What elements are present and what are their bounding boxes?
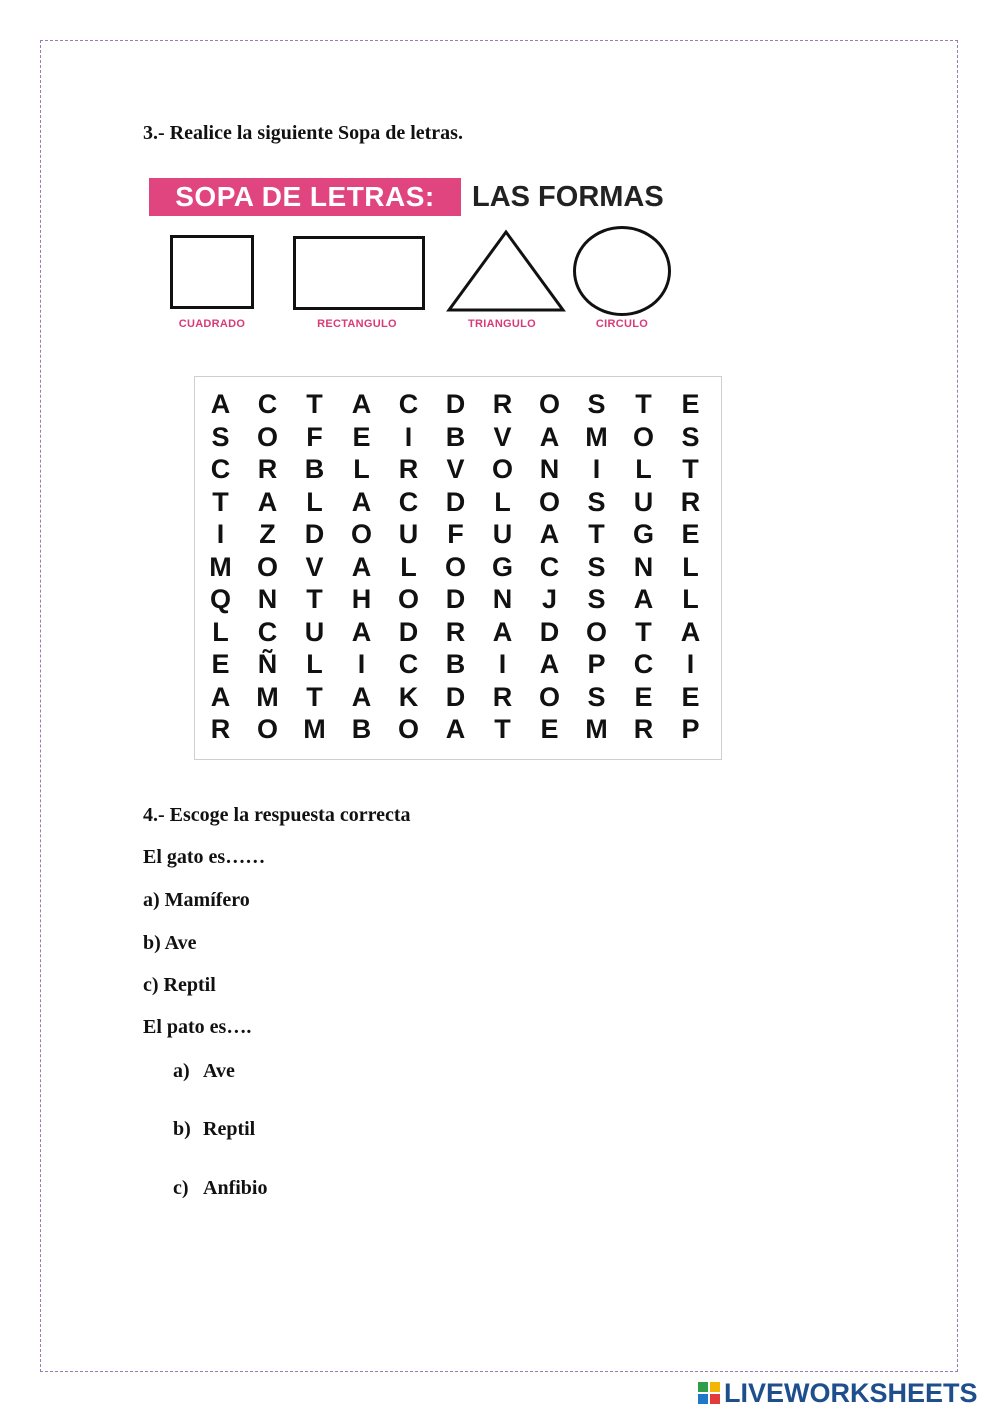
grid-letter[interactable]: N bbox=[539, 454, 560, 484]
grid-letter[interactable]: S bbox=[211, 421, 230, 452]
grid-letter[interactable]: E bbox=[681, 389, 700, 419]
grid-letter[interactable]: O bbox=[256, 421, 278, 452]
grid-letter[interactable]: S bbox=[587, 486, 606, 517]
grid-letter[interactable]: A bbox=[680, 616, 701, 647]
grid-letter[interactable]: C bbox=[257, 389, 278, 419]
grid-letter[interactable]: L bbox=[306, 649, 323, 679]
option-letter: a) bbox=[173, 1060, 190, 1082]
grid-letter[interactable]: B bbox=[304, 454, 325, 484]
grid-letter[interactable]: R bbox=[633, 714, 654, 744]
grid-letter[interactable]: C bbox=[210, 454, 231, 484]
grid-letter[interactable]: S bbox=[587, 551, 606, 582]
puzzle-subtitle: LAS FORMAS bbox=[472, 181, 664, 213]
brand-name: LIVEWORKSHEETS bbox=[724, 1377, 978, 1408]
grid-letter[interactable]: F bbox=[447, 519, 464, 549]
grid-letter[interactable]: T bbox=[494, 714, 511, 744]
grid-letter[interactable]: F bbox=[306, 421, 323, 452]
option-text: Reptil bbox=[203, 1118, 256, 1140]
grid-letter[interactable]: R bbox=[398, 454, 419, 484]
circle-shape bbox=[573, 226, 671, 316]
grid-letter[interactable]: L bbox=[400, 551, 417, 582]
grid-letter[interactable]: D bbox=[445, 389, 466, 419]
grid-letter[interactable]: I bbox=[592, 454, 601, 484]
grid-letter[interactable]: B bbox=[351, 714, 372, 744]
grid-letter[interactable]: G bbox=[632, 519, 654, 549]
grid-letter[interactable]: J bbox=[541, 584, 558, 614]
grid-letter[interactable]: M bbox=[585, 714, 608, 744]
grid-letter[interactable]: Z bbox=[259, 519, 276, 549]
grid-letter[interactable]: A bbox=[539, 519, 560, 549]
shape-label-rectangle: RECTANGULO bbox=[317, 318, 397, 330]
grid-letter[interactable]: U bbox=[492, 519, 513, 549]
grid-letter[interactable]: O bbox=[585, 616, 607, 647]
grid-letter[interactable]: D bbox=[398, 616, 419, 647]
grid-letter[interactable]: M bbox=[585, 421, 608, 452]
grid-letter[interactable]: O bbox=[538, 389, 560, 419]
grid-letter[interactable]: A bbox=[539, 421, 560, 452]
grid-letter[interactable]: T bbox=[635, 616, 652, 647]
answer-option[interactable] bbox=[173, 1118, 255, 1141]
puzzle-banner: SOPA DE LETRAS: bbox=[149, 178, 461, 216]
option-text: Anfibio bbox=[203, 1177, 268, 1199]
grid-letter[interactable]: M bbox=[303, 714, 326, 744]
grid-letter[interactable]: B bbox=[445, 421, 466, 452]
answer-option[interactable]: a) Mamífero bbox=[143, 889, 250, 911]
grid-letter[interactable]: B bbox=[445, 649, 466, 679]
shape-label-square: CUADRADO bbox=[178, 318, 246, 330]
grid-letter[interactable]: H bbox=[351, 584, 372, 614]
grid-letter[interactable]: A bbox=[351, 551, 372, 582]
grid-letter[interactable]: D bbox=[445, 486, 466, 517]
option-text: Ave bbox=[203, 1060, 235, 1082]
grid-letter[interactable]: I bbox=[686, 649, 695, 679]
grid-letter[interactable]: R bbox=[257, 454, 278, 484]
grid-letter[interactable]: T bbox=[212, 486, 229, 517]
square-shape bbox=[170, 235, 254, 309]
grid-letter[interactable]: I bbox=[498, 649, 507, 679]
grid-letter[interactable]: Ñ bbox=[257, 649, 278, 679]
grid-letter[interactable]: I bbox=[216, 519, 225, 549]
grid-letter[interactable]: V bbox=[305, 551, 324, 582]
grid-letter[interactable]: U bbox=[304, 616, 325, 647]
grid-letter[interactable]: N bbox=[633, 551, 654, 582]
grid-letter[interactable]: E bbox=[540, 714, 559, 744]
answer-option[interactable]: b) Ave bbox=[143, 932, 197, 954]
question-3-title: 3.- Realice la siguiente Sopa de letras. bbox=[143, 122, 463, 144]
grid-letter[interactable]: S bbox=[587, 584, 606, 614]
grid-letter[interactable]: M bbox=[256, 681, 279, 712]
rectangle-shape bbox=[293, 236, 425, 310]
grid-letter[interactable]: N bbox=[257, 584, 278, 614]
grid-letter[interactable]: A bbox=[445, 714, 466, 744]
grid-letter[interactable]: V bbox=[446, 454, 465, 484]
grid-letter[interactable]: P bbox=[587, 649, 606, 679]
grid-letter[interactable]: A bbox=[492, 616, 513, 647]
grid-letter[interactable]: O bbox=[397, 714, 419, 744]
grid-letter[interactable]: D bbox=[445, 584, 466, 614]
grid-letter[interactable]: A bbox=[210, 681, 231, 712]
grid-letter[interactable]: A bbox=[633, 584, 654, 614]
triangle-shape bbox=[445, 228, 567, 314]
grid-letter[interactable]: L bbox=[635, 454, 652, 484]
grid-letter[interactable]: T bbox=[306, 584, 323, 614]
grid-letter[interactable]: R bbox=[680, 486, 701, 517]
grid-letter[interactable]: S bbox=[587, 389, 606, 419]
grid-letter[interactable]: T bbox=[306, 681, 323, 712]
grid-letter[interactable]: D bbox=[445, 681, 466, 712]
grid-letter[interactable]: S bbox=[681, 421, 700, 452]
grid-letter[interactable]: A bbox=[351, 389, 372, 419]
grid-letter[interactable]: O bbox=[350, 519, 372, 549]
grid-letter[interactable]: O bbox=[256, 714, 278, 744]
grid-letter[interactable]: C bbox=[257, 616, 278, 647]
grid-letter[interactable]: D bbox=[304, 519, 325, 549]
grid-letter[interactable]: L bbox=[212, 616, 229, 647]
shape-label-triangle: TRIANGULO bbox=[467, 318, 537, 330]
grid-letter[interactable]: A bbox=[351, 681, 372, 712]
grid-letter[interactable]: E bbox=[211, 649, 230, 679]
grid-letter[interactable]: O bbox=[444, 551, 466, 582]
grid-letter[interactable]: L bbox=[682, 584, 699, 614]
option-letter: b) bbox=[173, 1118, 191, 1140]
question-prompt-pato: El pato es…. bbox=[143, 1016, 252, 1038]
grid-letter[interactable]: M bbox=[209, 551, 232, 582]
grid-letter[interactable]: R bbox=[445, 616, 466, 647]
grid-letter[interactable]: R bbox=[492, 681, 513, 712]
question-4-title: 4.- Escoge la respuesta correcta bbox=[143, 804, 411, 826]
grid-letter[interactable]: O bbox=[632, 421, 654, 452]
grid-letter[interactable]: O bbox=[256, 551, 278, 582]
option-letter: c) bbox=[173, 1177, 189, 1199]
grid-letter[interactable]: E bbox=[634, 681, 653, 712]
grid-letter[interactable]: V bbox=[493, 421, 512, 452]
grid-letter[interactable]: U bbox=[633, 486, 654, 517]
question-prompt-gato: El gato es…… bbox=[143, 846, 266, 868]
grid-letter[interactable]: S bbox=[587, 681, 606, 712]
grid-letter[interactable]: D bbox=[539, 616, 560, 647]
grid-letter[interactable]: R bbox=[210, 714, 231, 744]
grid-letter[interactable]: P bbox=[681, 714, 700, 744]
grid-letter[interactable]: A bbox=[210, 389, 231, 419]
grid-letter[interactable]: K bbox=[398, 681, 419, 712]
grid-letter[interactable]: O bbox=[397, 584, 419, 614]
grid-letter[interactable]: E bbox=[681, 519, 700, 549]
grid-letter[interactable]: Q bbox=[209, 584, 231, 614]
grid-letter[interactable]: L bbox=[682, 551, 699, 582]
grid-letter[interactable]: C bbox=[398, 389, 419, 419]
grid-letter[interactable]: T bbox=[588, 519, 605, 549]
shape-label-circle: CIRCULO bbox=[595, 318, 649, 330]
grid-letter[interactable]: L bbox=[494, 486, 511, 517]
answer-option[interactable]: c) Reptil bbox=[143, 974, 216, 996]
grid-letter[interactable]: C bbox=[633, 649, 654, 679]
grid-letter[interactable]: L bbox=[306, 486, 323, 517]
answer-option[interactable] bbox=[173, 1177, 267, 1200]
grid-letter[interactable]: A bbox=[351, 616, 372, 647]
grid-letter[interactable]: L bbox=[353, 454, 370, 484]
grid-letter[interactable]: A bbox=[257, 486, 278, 517]
grid-letter[interactable]: T bbox=[306, 389, 323, 419]
grid-letter[interactable]: O bbox=[491, 454, 513, 484]
grid-letter[interactable]: C bbox=[398, 649, 419, 679]
grid-letter[interactable]: O bbox=[538, 681, 560, 712]
grid-letter[interactable]: E bbox=[352, 421, 371, 452]
grid-letter[interactable]: E bbox=[681, 681, 700, 712]
grid-letter[interactable]: O bbox=[538, 486, 560, 517]
grid-letter[interactable]: I bbox=[357, 649, 366, 679]
word-search-grid bbox=[194, 388, 714, 746]
grid-letter[interactable]: R bbox=[492, 389, 513, 419]
grid-letter[interactable]: C bbox=[539, 551, 560, 582]
grid-letter[interactable]: A bbox=[539, 649, 560, 679]
grid-letter[interactable]: I bbox=[404, 421, 413, 452]
grid-letter[interactable]: N bbox=[492, 584, 513, 614]
grid-letter[interactable]: U bbox=[398, 519, 419, 549]
answer-option[interactable] bbox=[173, 1060, 235, 1083]
liveworksheets-logo[interactable] bbox=[698, 1378, 978, 1408]
grid-letter[interactable]: G bbox=[491, 551, 513, 582]
logo-icon bbox=[698, 1382, 720, 1404]
grid-letter[interactable]: A bbox=[351, 486, 372, 517]
grid-letter[interactable]: T bbox=[635, 389, 652, 419]
grid-letter[interactable]: T bbox=[682, 454, 699, 484]
grid-letter[interactable]: C bbox=[398, 486, 419, 517]
